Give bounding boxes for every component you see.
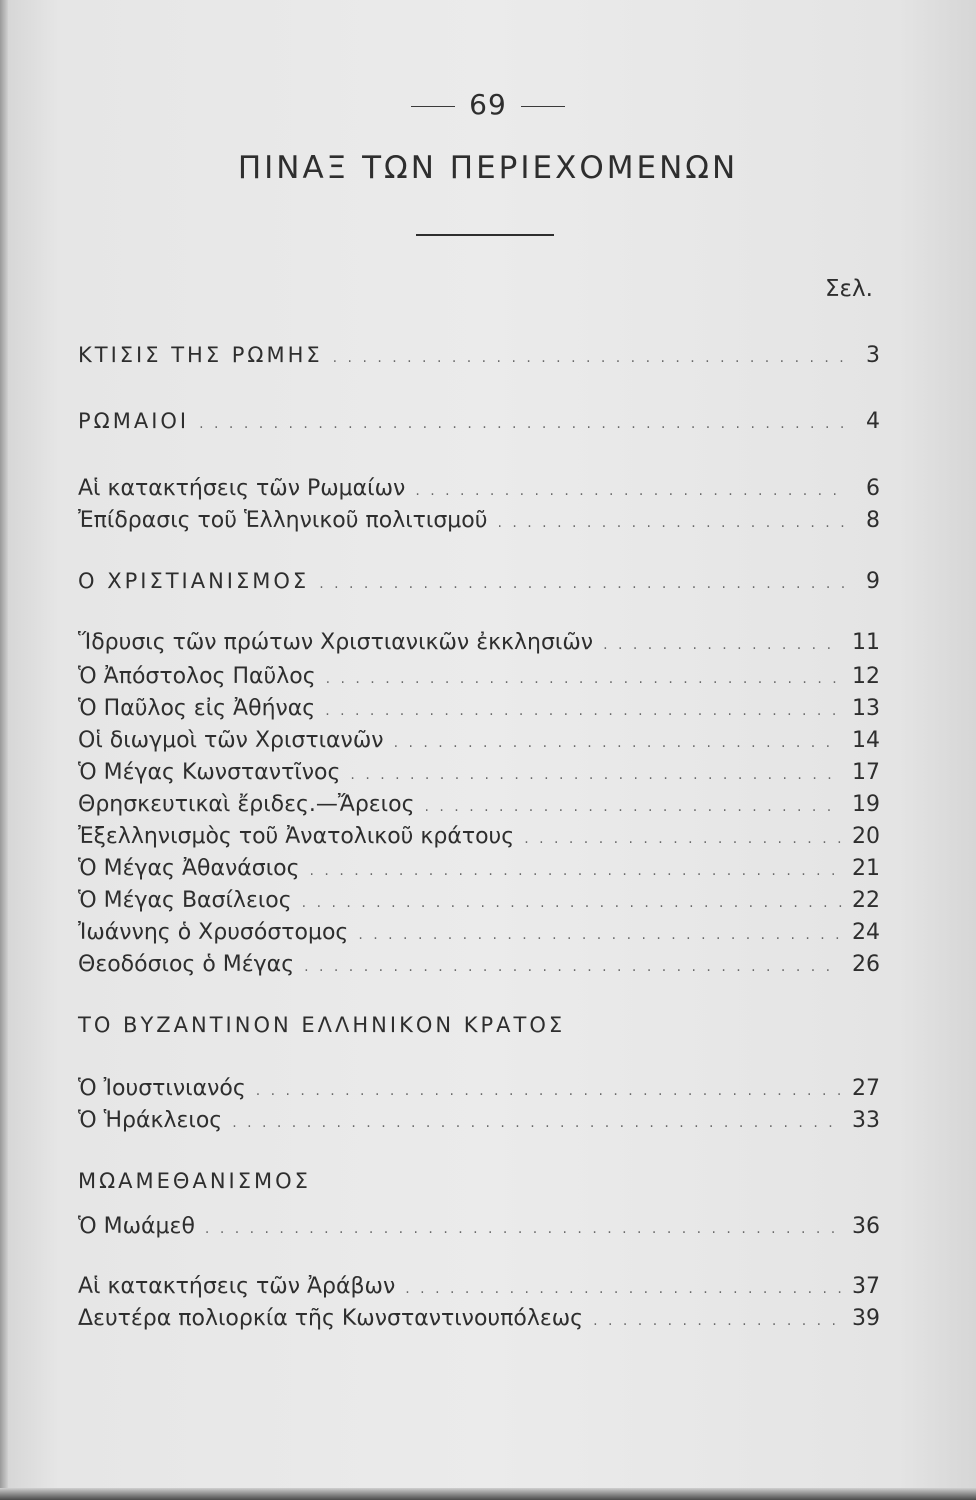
toc-entry (78, 1212, 880, 1242)
toc-leader-dots (199, 409, 844, 439)
toc-entry-label: Ὁ Ἡράκλειος (78, 1108, 223, 1133)
toc-entry-page: 14 (852, 728, 880, 753)
toc-entry-label: Ὁ Παῦλος εἰς Ἀθήνας (78, 696, 316, 721)
toc-entry-label: Ἐξελληνισμὸς τοῦ Ἀνατολικοῦ κράτους (78, 824, 515, 849)
toc-entry-label: Ἐπίδρασις τοῦ Ἑλληνικοῦ πολιτισμοῦ (78, 508, 488, 533)
toc-leader-dots (326, 664, 842, 694)
toc-entry (78, 726, 880, 756)
toc-leader-dots (425, 792, 843, 822)
toc-entry-label: Θρησκευτικαὶ ἔριδες.—Ἄρειος (78, 792, 415, 817)
page-number-value: 69 (469, 88, 507, 121)
toc-entry-page: 24 (852, 920, 880, 945)
page-number (0, 88, 976, 121)
toc-entry-label: Ὁ Μωάμεθ (78, 1214, 195, 1239)
toc-entry (78, 1304, 880, 1334)
toc-entry (78, 1106, 880, 1136)
toc-entry-page: 26 (852, 952, 880, 977)
toc-entry (78, 628, 880, 658)
toc-entry-page: 36 (852, 1214, 880, 1239)
toc-entry-page: 21 (852, 856, 880, 881)
toc-leader-dots (358, 920, 842, 950)
toc-entry (78, 918, 880, 948)
toc-entry-page: 6 (866, 476, 880, 501)
toc-entry-page: 20 (852, 824, 880, 849)
section-heading: ΤΟ ΒΥΖΑΝΤΙΝΟΝ ΕΛΛΗΝΙΚΟΝ ΚΡΑΤΟΣ (78, 1013, 566, 1037)
toc-entry-label: Ὁ Ἰουστινιανός (78, 1076, 246, 1101)
page-title: ΠΙΝΑΞ ΤΩΝ ΠΕΡΙΕΧΟΜΕΝΩΝ (237, 150, 739, 186)
toc-entry-label: Ὁ Μέγας Κωνσταντῖνος (78, 760, 341, 785)
toc-entry (78, 406, 880, 436)
toc-leader-dots (405, 1274, 842, 1304)
toc-leader-dots (205, 1214, 842, 1244)
toc-entry-label: Αἱ κατακτήσεις τῶν Ρωμαίων (78, 476, 406, 501)
toc-entry (78, 1272, 880, 1302)
toc-entry-label: Ὁ Μέγας Ἀθανάσιος (78, 856, 300, 881)
toc-leader-dots (232, 1108, 842, 1138)
toc-entry (78, 854, 880, 884)
title-rule (416, 234, 554, 236)
toc-entry (78, 758, 880, 788)
toc-entry (78, 506, 880, 536)
toc-entry-label: Ο ΧΡΙΣΤΙΑΝΙΣΜΟΣ (78, 569, 310, 593)
toc-entry (78, 950, 880, 980)
toc-entry-page: 9 (866, 569, 880, 594)
page-bottom-edge (0, 1488, 976, 1500)
toc-entry-page: 27 (852, 1076, 880, 1101)
toc-entry (78, 886, 880, 916)
page-number-dash-right (521, 106, 565, 107)
toc-entry-page: 19 (852, 792, 880, 817)
toc-entry-label: ΚΤΙΣΙΣ ΤΗΣ ΡΩΜΗΣ (78, 343, 323, 367)
toc-leader-dots (524, 824, 842, 854)
toc-leader-dots (350, 760, 842, 790)
toc-entry-page: 3 (866, 343, 880, 368)
section-heading: ΜΩΑΜΕΘΑΝΙΣΜΟΣ (78, 1169, 311, 1193)
toc-entry-page: 8 (866, 508, 880, 533)
toc-entry (78, 822, 880, 852)
toc-leader-dots (325, 696, 842, 726)
toc-leader-dots (304, 952, 842, 982)
toc-entry-page: 37 (852, 1274, 880, 1299)
toc-entry (78, 340, 880, 370)
toc-entry-page: 4 (866, 409, 880, 434)
toc-entry-label: ΡΩΜΑΙΟΙ (78, 409, 190, 433)
toc-entry-page: 17 (852, 760, 880, 785)
toc-leader-dots (310, 856, 842, 886)
toc-entry (78, 694, 880, 724)
toc-entry-page: 12 (852, 664, 880, 689)
toc-entry-label: Ὁ Ἀπόστολος Παῦλος (78, 664, 316, 689)
toc-entry-label: Ἵδρυσις τῶν πρώτων Χριστιανικῶν ἐκκλησιῶν (78, 630, 594, 655)
toc-entry-page: 39 (852, 1306, 880, 1331)
toc-entry-label: Δευτέρα πολιορκία τῆς Κωνσταντινουπόλεως (78, 1306, 584, 1331)
page-number-dash-left (411, 106, 455, 107)
toc-leader-dots (603, 630, 842, 660)
toc-entry-page: 13 (852, 696, 880, 721)
toc-leader-dots (319, 569, 844, 599)
toc-leader-dots (415, 476, 844, 506)
toc-entry-label: Θεοδόσιος ὁ Μέγας (78, 952, 295, 977)
toc-entry-page: 33 (852, 1108, 880, 1133)
page-left-edge (0, 0, 8, 1500)
toc-entry (78, 474, 880, 504)
page-column-header: Σελ. (825, 276, 873, 302)
toc-leader-dots (394, 728, 842, 758)
toc-entry (78, 1074, 880, 1104)
toc-leader-dots (256, 1076, 842, 1106)
toc-entry (78, 566, 880, 596)
toc-entry-label: Οἱ διωγμοὶ τῶν Χριστιανῶν (78, 728, 384, 753)
toc-leader-dots (302, 888, 842, 918)
toc-leader-dots (333, 343, 844, 373)
toc-entry-page: 22 (852, 888, 880, 913)
toc-leader-dots (593, 1306, 842, 1336)
toc-entry-page: 11 (852, 630, 880, 655)
toc-entry-label: Ὁ Μέγας Βασίλειος (78, 888, 292, 913)
toc-entry (78, 790, 880, 820)
toc-entry-label: Αἱ κατακτήσεις τῶν Ἀράβων (78, 1274, 396, 1299)
toc-leader-dots (497, 508, 844, 538)
toc-entry-label: Ἰωάννης ὁ Χρυσόστομος (78, 920, 349, 945)
toc-entry (78, 662, 880, 692)
